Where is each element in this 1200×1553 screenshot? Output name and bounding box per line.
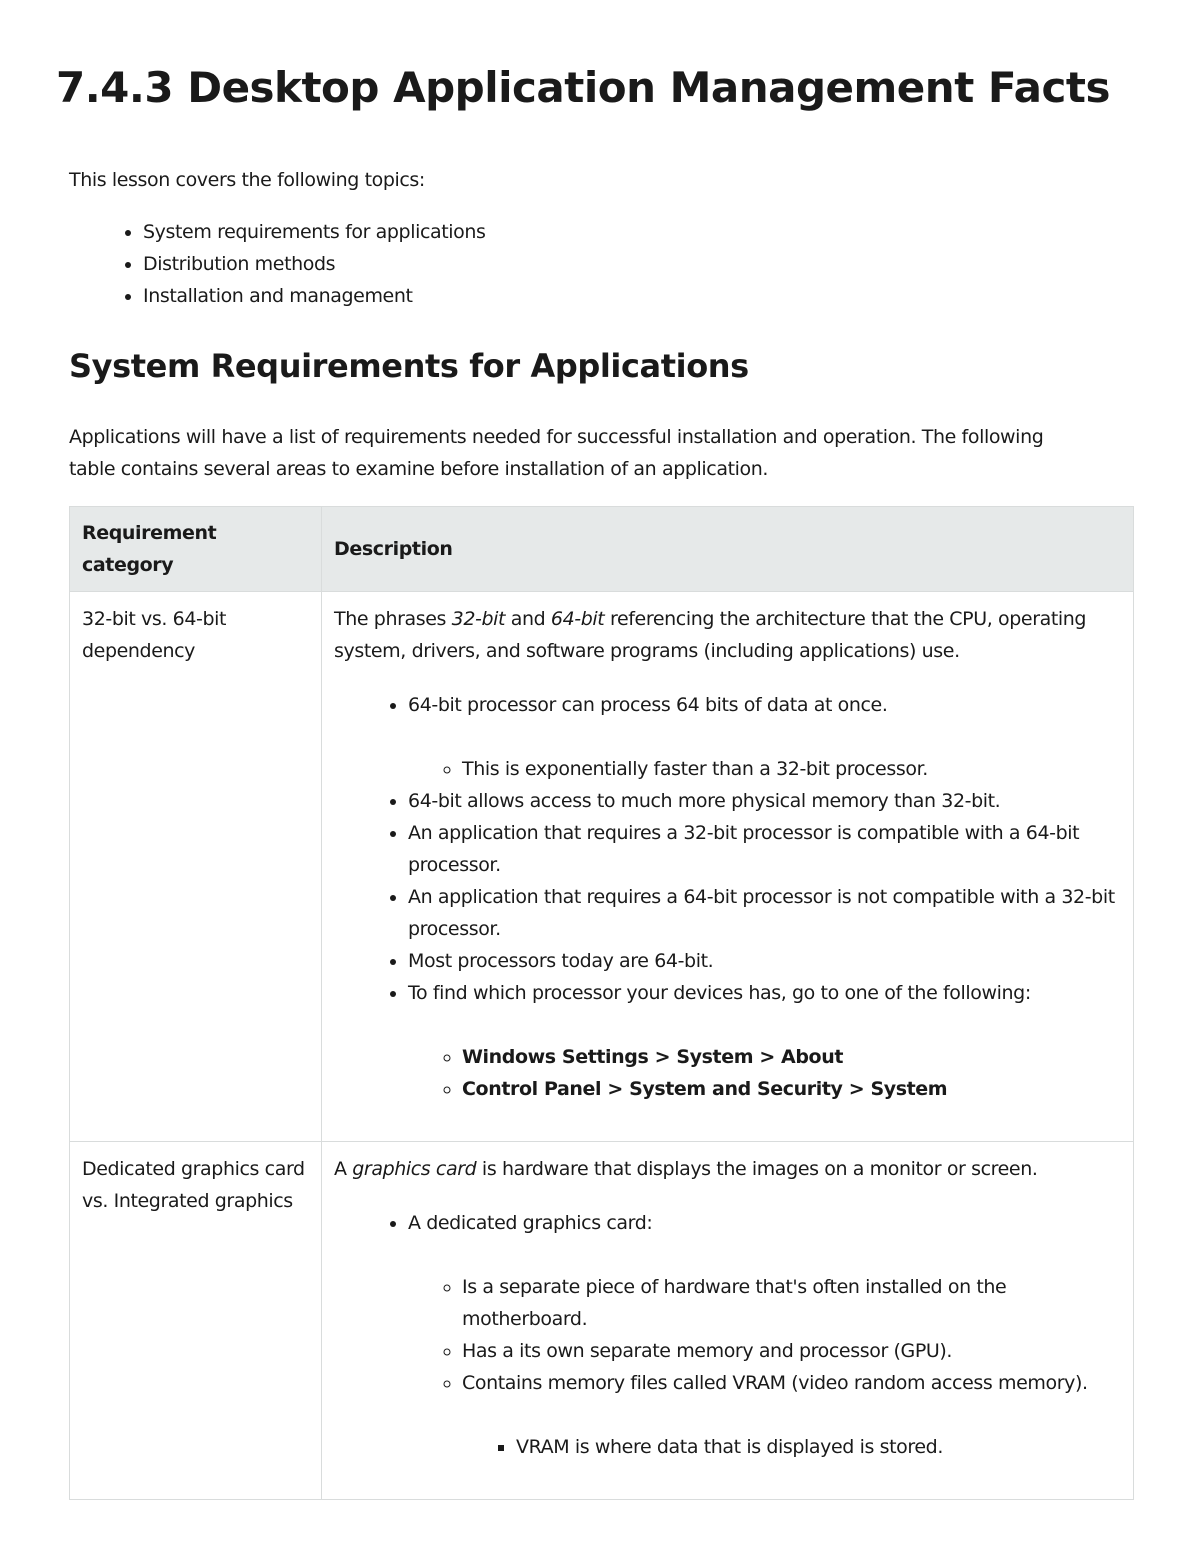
bullet-list — [334, 689, 1121, 1105]
page-title: 7.4.3 Desktop Application Management Facts — [56, 63, 1110, 112]
emphasis-text: 32-bit — [451, 608, 506, 630]
row-description — [322, 1142, 1134, 1500]
settings-path: Windows Settings > System > About — [462, 1046, 844, 1068]
list-item-text: A dedicated graphics card: — [408, 1212, 653, 1234]
topic-item: • System requirements for applications — [143, 216, 486, 248]
sub-list-item — [462, 1367, 1121, 1463]
spacer — [408, 1009, 1121, 1041]
sub-bullet-list — [408, 753, 1121, 785]
table-row — [70, 1142, 1134, 1500]
text-span: The phrases — [334, 608, 452, 630]
topic-item: • Installation and management — [143, 280, 486, 312]
spacer — [334, 1105, 1121, 1127]
section-paragraph: Applications will have a list of requirements needed for successful installation and operation. The following table contains several areas to examine before installation of an application. — [69, 426, 1044, 480]
row-category: 32-bit vs. 64-bit dependency — [70, 592, 322, 1142]
sub-list-item — [462, 1041, 1121, 1073]
sub-sub-bullet-list — [462, 1431, 1121, 1463]
spacer — [408, 1239, 1121, 1271]
list-item: • An application that requires a 32-bit processor is compatible with a 64-bit processor. — [408, 817, 1121, 881]
list-item: • Most processors today are 64-bit. — [408, 945, 1121, 977]
sub-bullet-list — [408, 1271, 1121, 1463]
sub-sub-list-item: ▪ VRAM is where data that is displayed is stored. — [516, 1431, 1121, 1463]
text-span: and — [505, 608, 551, 630]
section-heading: System Requirements for Applications — [69, 347, 749, 385]
text-span: A — [334, 1158, 353, 1180]
table-row — [70, 592, 1134, 1142]
list-item-text: 64-bit processor can process 64 bits of data at once. — [408, 694, 888, 716]
list-item — [408, 977, 1121, 1105]
bullet-list — [334, 1207, 1121, 1463]
list-item: • 64-bit allows access to much more physical memory than 32-bit. — [408, 785, 1121, 817]
description-intro — [334, 603, 1121, 667]
spacer — [408, 721, 1121, 753]
row-description — [322, 592, 1134, 1142]
description-intro — [334, 1153, 1121, 1185]
list-item — [408, 1207, 1121, 1463]
sub-bullet-list — [408, 1041, 1121, 1105]
list-item-text: Contains memory files called VRAM (video random access memory). — [462, 1372, 1088, 1394]
list-item — [408, 689, 1121, 785]
spacer — [334, 1463, 1121, 1485]
requirements-table — [69, 506, 1134, 1500]
header-description: Description — [322, 507, 1134, 592]
list-item-text: To find which processor your devices has, go to one of the following: — [408, 982, 1031, 1004]
text-span: referencing the architecture that the CPU, operating system, drivers, and software programs (including applications) use. — [334, 608, 1087, 662]
spacer — [462, 1399, 1121, 1431]
control-panel-path: Control Panel > System and Security > System — [462, 1078, 948, 1100]
text-span: is hardware that displays the images on a monitor or screen. — [476, 1158, 1038, 1180]
topics-list — [69, 216, 486, 312]
header-requirement-category: Requirement category — [70, 507, 322, 592]
intro-text: This lesson covers the following topics: — [69, 169, 425, 191]
emphasis-text: graphics card — [352, 1158, 477, 1180]
sub-list-item: ◦ This is exponentially faster than a 32-bit processor. — [462, 753, 1121, 785]
sub-list-item — [462, 1073, 1121, 1105]
list-item: • An application that requires a 64-bit processor is not compatible with a 32-bit processor. — [408, 881, 1121, 945]
table-header-row — [70, 507, 1134, 592]
sub-list-item: ◦ Has a its own separate memory and processor (GPU). — [462, 1335, 1121, 1367]
sub-list-item: ◦ Is a separate piece of hardware that's often installed on the motherboard. — [462, 1271, 1121, 1335]
emphasis-text: 64-bit — [550, 608, 605, 630]
topic-item: • Distribution methods — [143, 248, 486, 280]
row-category: Dedicated graphics card vs. Integrated graphics — [70, 1142, 322, 1500]
